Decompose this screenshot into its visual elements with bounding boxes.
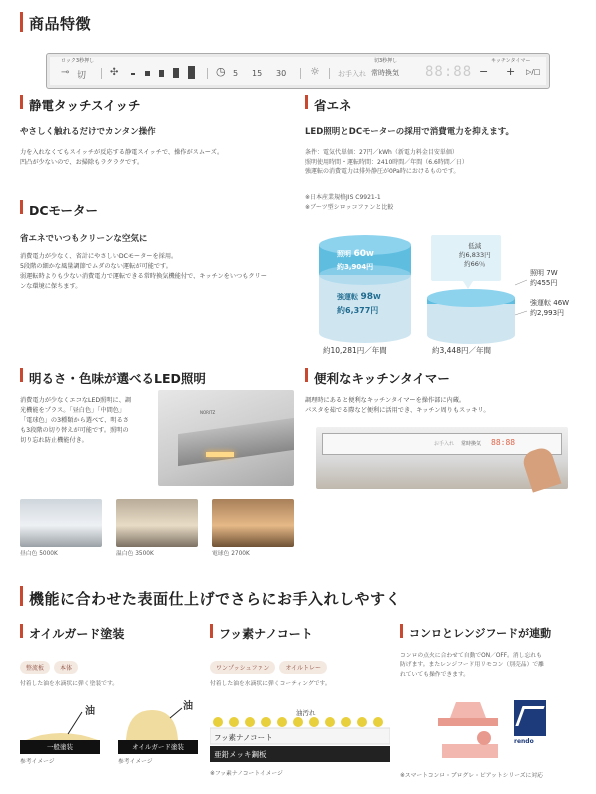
dc-body: 消費電力が少なく、省計にやさしいDCモーターを採用。 5段階の細かな風量調節でムダのない運転が可能です。 弱運転時よりも少ない消費電力で運転できる常時換気機能付で、キッチンをいつもクリー ンな環境に保ちます。 (20, 253, 267, 291)
start-stop-button[interactable]: ▷/□ (526, 68, 541, 76)
plus-button[interactable]: + (506, 65, 516, 78)
tag-baffle: 整流板 (20, 661, 50, 674)
oil-label-2: 油 (183, 701, 193, 712)
tag-tray: オイルトレー (279, 661, 327, 674)
reduction-callout: 低減 約6,833円 約66％ (459, 242, 491, 268)
fan-speed-4[interactable] (173, 68, 179, 78)
left-total: 約10,281円／年間 (323, 346, 387, 355)
timer-body: 調理時にあると便利なキッチンタイマーを操作部に内蔵。 パスタを茹でる際など便利に活用でき、キッチン周りもスッキリ。 (305, 397, 490, 415)
nano-tags (210, 655, 331, 674)
fan-speed-2[interactable] (145, 71, 150, 76)
fan-speed-1[interactable] (131, 73, 135, 75)
right-mode-callout: 強運転 46W 約2,993円 (530, 299, 570, 317)
photo-warm-white (116, 499, 198, 547)
dc-title: DCモーター (29, 203, 99, 218)
oilguard-title: オイルガード塗装 (29, 627, 125, 641)
layer-nano: フッ素ナノコート (214, 733, 273, 742)
fan-icon[interactable]: ✣ (110, 67, 119, 78)
touch-title: 静電タッチスイッチ (29, 98, 141, 113)
layer-steel: 亜鉛メッキ鋼板 (214, 750, 267, 759)
tag-fan: ワンプッシュファン (210, 661, 275, 674)
timer-display: 88:88 (425, 64, 473, 80)
vent-hold-label: 切3秒押し (374, 58, 398, 64)
eco-conditions: 条件：電気代単価：27円／kWh（新電力料金目安単価） 照明使用時間・運転時間：2410時間／年間（6.6時間／日） 強運転の消費電力は排外静圧が0Pa時におけるものです。 (305, 149, 468, 176)
timer-30[interactable]: 30 (276, 69, 287, 78)
nano-body: 付着した油を水滴状に弾くコーティングです。 (210, 681, 331, 687)
minus-button[interactable]: − (479, 65, 489, 78)
section2-title: 機能に合わせた表面仕上げでさらにお手入れしやすく (29, 590, 402, 608)
timer-15[interactable]: 15 (252, 69, 263, 78)
left-mode-label: 強運転 98W (337, 292, 381, 302)
plate-standard: 一般塗装 (20, 740, 100, 754)
led-title: 明るさ・色味が選べるLED照明 (29, 371, 206, 386)
link-title: コンロとレンジフードが連動 (409, 627, 552, 640)
touch-lead: やさしく触れるだけでカンタン操作 (20, 127, 156, 137)
timer-5[interactable]: 5 (233, 69, 239, 78)
range-hood-photo: NORITZ (158, 390, 294, 486)
oilguard-body: 付着した油を水滴状に弾く塗装です。 (20, 681, 119, 687)
right-light-callout: 照明 7W 約455円 (530, 269, 558, 287)
timer-title: 便利なキッチンタイマー (314, 371, 450, 386)
ref-image-1: 参考イメージ (20, 759, 55, 765)
touch-switch-panel (46, 53, 550, 89)
fan-speed-5[interactable] (188, 66, 195, 79)
dc-lead: 省エネでいつもクリーンな空気に (20, 234, 148, 244)
light-icon[interactable]: ☼ (310, 65, 320, 78)
ref-image-2: 参考イメージ (118, 759, 153, 765)
fan-speed-3[interactable] (159, 70, 164, 77)
key-icon[interactable]: ⊸ (61, 67, 70, 78)
touch-body: 力を入れなくてもスイッチが反応する静電スイッチで、操作がスムーズ。 凹凸が少ないので、お掃除もラクラクです。 (20, 149, 224, 167)
nano-note: ※フッ素ナノコートイメージ (210, 771, 283, 777)
plate-oilguard: オイルガード塗装 (118, 740, 198, 754)
photo-daylight (20, 499, 102, 547)
care-button[interactable]: お手入れ (338, 70, 366, 78)
left-light-label: 照明 60W (337, 249, 374, 259)
link-note: ※スマートコンロ・プログレ・ピアットシリーズに対応 (400, 773, 543, 779)
eco-lead: LED照明とDCモーターの採用で消費電力を抑えます。 (305, 127, 515, 137)
caption-daylight: 昼白色 5000K (20, 551, 58, 557)
power-off-button[interactable]: 切 (77, 71, 87, 81)
page-title: 商品特徴 (29, 15, 92, 33)
nano-title: フッ素ナノコート (219, 627, 313, 641)
hood-stove-illustration (436, 698, 512, 764)
photo-bulb (212, 499, 294, 547)
led-body: 消費電力が少なくエコなLED照明に、調 光機能をプラス。「昼白色」「中間色」 「電球色」の3種類から選べて、明るさ も3段階の切り替えが可能です。照明の 切り忘れ防止機能付き。 (20, 397, 132, 445)
left-light-yen: 約3,904円 (337, 263, 374, 271)
oil-stain-label: 油汚れ (296, 709, 316, 717)
eco-notes: ※日本産業規格JIS C9921-1 ※ブーツ型シロッコファンと比較 (305, 194, 394, 211)
caption-bulb: 電球色 2700K (212, 551, 250, 557)
eco-title: 省エネ (314, 98, 352, 113)
caption-warm-white: 温白色 3500K (116, 551, 154, 557)
lock-label: ロック3秒押し (61, 58, 95, 64)
left-mode-yen: 約6,377円 (337, 306, 379, 315)
oil-label-1: 油 (85, 706, 95, 717)
kitchen-timer-label: キッチンタイマー (491, 58, 531, 64)
timer-icon[interactable]: ◷ (216, 65, 226, 78)
oilguard-tags (20, 655, 82, 674)
link-body: コンロの点火に合わせて自動でON／OFF。消し忘れも 防げます。またレンジフード用リモコン（別売品）で離 れていても操作できます。 (400, 653, 544, 678)
tag-body: 本体 (54, 661, 78, 674)
rendo-logo (514, 700, 546, 736)
rendo-logo-text: rendo (514, 738, 534, 745)
timer-photo: お手入れ 常時換気 88:88 (316, 427, 568, 489)
ventilation-button[interactable]: 常時換気 (371, 69, 399, 77)
right-total: 約3,448円／年間 (432, 346, 491, 355)
